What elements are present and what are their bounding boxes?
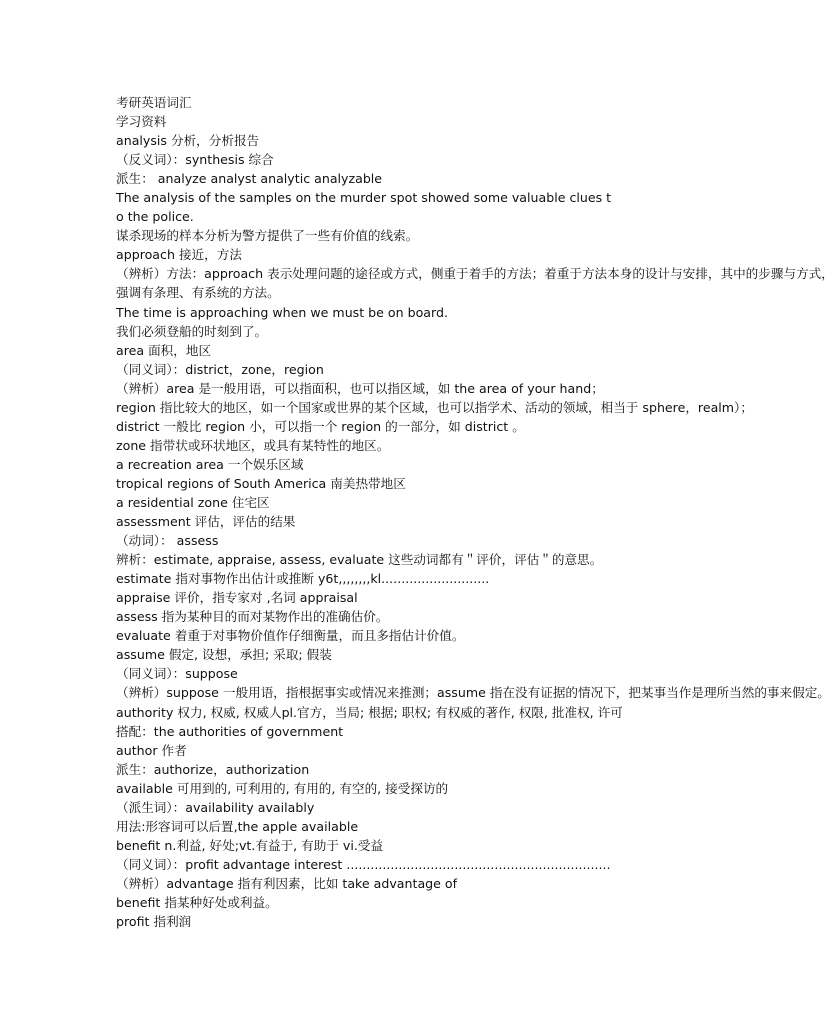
text-line: 辨析：estimate, appraise, assess, evaluate 这些动词都有＂评价，评估＂的意思。 [116,552,603,568]
text-line: benefit 指某种好处或利益。 [116,894,278,910]
text-line: appraise 评价，指专家对 ,名词 appraisal [116,590,358,606]
text-line: 考研英语词汇 [116,95,192,110]
text-line: （派生词）：availability availably [116,799,315,815]
text-line: 我们必须登船的时刻到了。 [116,323,268,339]
document-page [116,93,834,931]
text-line: （辨析）方法：approach 表示处理问题的途径或方式，侧重于着手的方法；着重于方法本身的设计与安排，其中的步骤与方式， [116,266,834,282]
text-line: profit 指利润 [116,914,192,930]
text-line: 搭配：the authorities of government [116,723,344,739]
text-line: zone 指带状或环状地区，或具有某特性的地区。 [116,437,390,453]
text-line: （同义词）：profit advantage interest .................................................................. [116,856,611,872]
text-line: authority 权力, 权威, 权威人pl.官方，当局; 根据; 职权; 有权威的著作, 权限, 批准权, 许可 [116,704,623,720]
text-line: benefit n.利益, 好处;vt.有益于, 有助于 vi.受益 [116,837,384,853]
text-line: （反义词）：synthesis 综合 [116,152,274,168]
text-line: （辨析）advantage 指有利因素，比如 take advantage of [116,875,458,891]
text-line: region 指比较大的地区，如一个国家或世界的某个区域，也可以指学术、活动的领域，相当于 sphere，realm）； [116,399,753,415]
text-line: （辨析）suppose 一般用语，指根据事实或情况来推测；assume 指在没有证据的情况下，把某事当作是理所当然的事来假定。 [116,685,830,701]
text-line: available 可用到的, 可利用的, 有用的, 有空的, 接受探访的 [116,780,449,796]
text-line: （辨析）area 是一般用语，可以指面积，也可以指区域，如 the area of your hand； [116,380,604,396]
text-line: （动词）： assess [116,533,219,549]
text-line: The time is approaching when we must be on board. [116,304,448,320]
text-line: 学习资料 [116,114,167,130]
text-line: 强调有条理、有系统的方法。 [116,285,280,301]
text-line: The analysis of the samples on the murder spot showed some valuable clues t [116,190,612,206]
text-line: author 作者 [116,742,187,758]
text-line: estimate 指对事物作出估计或推断 y6t,,,,,,,,kl........................... [116,571,490,587]
text-line: assume 假定, 设想，承担; 采取; 假装 [116,647,332,663]
text-line: evaluate 着重于对事物价值作仔细衡量，而且多指估计价值。 [116,628,465,644]
text-line: 谋杀现场的样本分析为警方提供了一些有价值的线索。 [116,228,419,244]
text-line: district 一般比 region 小，可以指一个 region 的一部分，如 district 。 [116,418,525,434]
text-line: area 面积，地区 [116,342,212,358]
text-line: approach 接近，方法 [116,247,242,263]
text-line: assessment 评估，评估的结果 [116,514,296,530]
text-line: （同义词）：district，zone，region [116,361,324,377]
text-line: assess 指为某种目的而对某物作出的准确估价。 [116,609,389,625]
text-line: analysis 分析，分析报告 [116,133,260,149]
text-line: 用法:形容词可以后置,the apple available [116,818,359,834]
text-line: o the police. [116,209,194,225]
text-line: a recreation area 一个娱乐区域 [116,456,304,472]
text-line: tropical regions of South America 南美热带地区 [116,475,406,491]
text-line: 派生： analyze analyst analytic analyzable [116,171,383,187]
text-line: （同义词）：suppose [116,666,238,682]
text-line: a residential zone 住宅区 [116,494,270,510]
text-line: 派生：authorize，authorization [116,761,310,777]
